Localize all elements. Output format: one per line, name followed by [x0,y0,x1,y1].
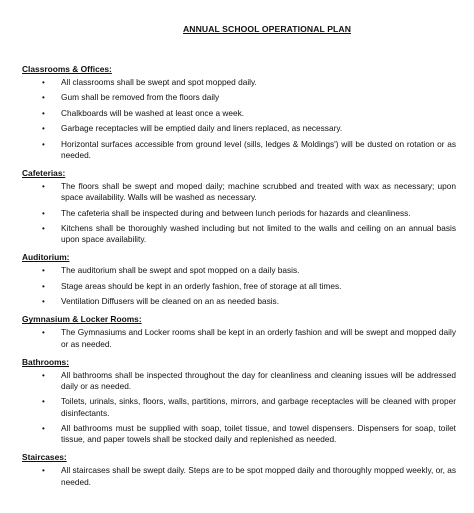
list-item [22,108,462,119]
section-gymnasium-locker-rooms [22,313,462,349]
list-item [22,208,462,219]
bullet-icon: • [42,208,45,218]
bullet-list [22,265,462,307]
list-item-text: Garbage receptacles will be emptied daily and liners replaced, as necessary. [61,123,343,134]
section-heading: Staircases: [22,452,67,463]
list-item [22,296,462,307]
bullet-icon: • [42,370,45,380]
list-item-text: The Gymnasiums and Locker rooms shall be kept in an orderly fashion and will be swept and mopped daily or as needed. [61,327,456,349]
list-item-text: The auditorium shall be swept and spot mopped on a daily basis. [61,265,300,276]
section-heading: Cafeterias: [22,167,66,178]
section-heading: Classrooms & Offices: [22,64,112,74]
list-item [22,281,462,292]
list-item-text: Horizontal surfaces accessible from ground level (sills, ledges & Moldings') will be dusted on rotation or as needed. [61,138,456,160]
document-title: ANNUAL SCHOOL OPERATIONAL PLAN [182,24,352,34]
bullet-icon: • [42,93,45,103]
section-auditorium [22,251,462,307]
section-heading: Bathrooms: [22,356,69,367]
bullet-icon: • [42,466,45,476]
list-item-text: All staircases shall be swept daily. Steps are to be spot mopped daily and thoroughly mopped weekly, or, as needed. [61,465,456,487]
list-item-text: All bathrooms must be supplied with soap, toilet tissue, and towel dispensers. Dispensers for soap, toilet tissue, and paper towels shall be stocked daily and replenished as needed. [61,422,456,445]
list-item [22,123,462,134]
list-item-text: All bathrooms shall be inspected throughout the day for cleanliness and cleaning issues will be addressed daily or as needed. [61,369,456,391]
section-bathrooms [22,356,462,446]
bullet-list [22,327,462,349]
list-item-text: Gum shall be removed from the floors daily [61,92,220,103]
list-item-text: The cafeteria shall be inspected during and between lunch periods for hazards and cleanliness. [61,207,411,218]
bullet-icon: • [42,266,45,276]
bullet-list [22,77,462,161]
list-item-text: Kitchens shall be thoroughly washed including but not limited to the walls and ceiling on an annual basis upon space availability. [61,222,456,245]
list-item [22,92,462,103]
list-item-text: Toilets, urinals, sinks, floors, walls, partitions, mirrors, and garbage receptacles will be cleaned with proper disinfectants. [61,396,456,418]
list-item [22,139,462,161]
bullet-icon: • [42,181,45,191]
document-body [22,63,462,494]
bullet-icon: • [42,328,45,338]
list-item-text: Chalkboards will be washed at least once a week. [61,107,245,118]
bullet-icon: • [42,108,45,118]
bullet-icon: • [42,281,45,291]
list-item-text: Ventilation Diffusers will be cleaned on an as needed basis. [61,296,280,307]
list-item-text: The floors shall be swept and moped daily; machine scrubbed and treated with wax as necessary; upon space availability. Walls will be washed as necessary. [61,180,456,203]
bullet-list [22,465,462,487]
bullet-icon: • [42,139,45,149]
bullet-list [22,181,462,245]
list-item [22,77,462,88]
list-item-text: All classrooms shall be swept and spot mopped daily. [61,77,257,87]
bullet-icon: • [42,397,45,407]
list-item [22,423,462,445]
list-item-text: Stage areas should be kept in an orderly fashion, free of storage at all times. [61,280,342,291]
section-staircases [22,451,462,487]
section-cafeterias [22,167,462,245]
list-item [22,370,462,392]
bullet-icon: • [42,223,45,233]
section-heading: Auditorium: [22,252,70,263]
bullet-icon: • [42,124,45,134]
list-item [22,223,462,245]
list-item [22,265,462,276]
list-item [22,465,462,487]
list-item [22,327,462,349]
list-item [22,181,462,203]
section-classrooms-offices [22,63,462,161]
list-item [22,396,462,418]
section-heading: Gymnasium & Locker Rooms: [22,314,142,325]
bullet-icon: • [42,297,45,307]
bullet-list [22,370,462,446]
bullet-icon: • [42,423,45,433]
bullet-icon: • [42,78,45,87]
